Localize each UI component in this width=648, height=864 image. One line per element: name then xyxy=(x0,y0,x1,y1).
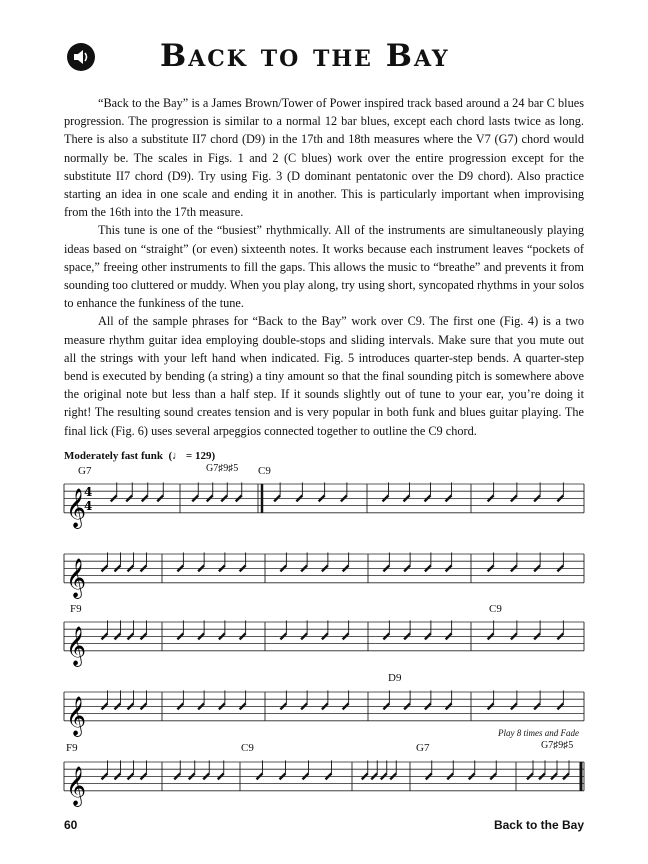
time-signature-denominator: 4 xyxy=(84,499,93,513)
chord-symbol: G7 xyxy=(78,465,92,477)
chord-symbol: G7♯9♯5 xyxy=(541,740,574,751)
time-signature-numerator: 4 xyxy=(84,485,93,499)
chord-symbol: F9 xyxy=(66,742,78,754)
chord-symbol: C9 xyxy=(258,465,271,477)
page-title: Back to the Bay xyxy=(160,38,450,74)
tempo-marking: Moderately fast funk (♩ = 129) xyxy=(64,450,216,462)
paragraph: All of the sample phrases for “Back to the Bay” work over C9. The first one (Fig. 4) is a two measure rhythm guitar idea employing double-stops and sliding intervals. Make sure that you mute out all the strings with your left hand when indicated. Fig. 5 introduces quarter-step bends. A quarter-step bend is executed by bending (a string) a tiny amount so that the final sounding pitch is somewhere above the original note but less than a half step. If it sounds slightly out of tune to your ear, you’re doing it right! The resulting sound creates tension and is very popular in both funk and blues guitar playing. The final lick (Fig. 6) uses several arpeggios connected together to outline the C9 chord. xyxy=(64,314,584,438)
running-title: Back to the Bay xyxy=(493,818,584,832)
quarter-note-icon: ♩ xyxy=(172,450,184,462)
chord-symbol: D9 xyxy=(388,672,402,684)
treble-clef-icon: 𝄞 xyxy=(66,625,87,666)
paragraph: This tune is one of the “busiest” rhythmically. All of the instruments are simultaneously playing ideas based on “straight” (or even) sixteenth notes. It works because each instrument leaves “pockets of space,” freeing other instruments to fill the gaps. This allows the music to “breathe” and prevents it from sounding too cluttered or muddy. When you play along, try using short, syncopated rhythms in your solos to enhance the funkiness of the tune. xyxy=(64,223,584,311)
treble-clef-icon: 𝄞 xyxy=(66,765,87,806)
tempo-text: Moderately fast funk xyxy=(64,450,163,462)
page-number: 60 xyxy=(64,818,78,832)
tempo-value: = 129) xyxy=(185,450,216,462)
chord-symbol: C9 xyxy=(241,742,254,754)
chord-symbol: G7 xyxy=(416,742,430,754)
treble-clef-icon: 𝄞 xyxy=(66,695,87,736)
paragraph: “Back to the Bay” is a James Brown/Tower of Power inspired track based around a 24 bar C blues progression. The progression is similar to a normal 12 bar blues, except each chord lasts twice as long. There is also a substitute II7 chord (D9) in the 17th and 18th measures where the V7 (G7) chord would normally be. The scales in Figs. 1 and 2 (C blues) work over the entire progression except for the substitute II7 chord (D9). Try using Fig. 3 (D dominant pentatonic over the D9 chord). Also practice starting an idea in one scale and ending it in another. This is particularly important when improvising from the 16th into the 17th measure. xyxy=(64,96,584,220)
treble-clef-icon: 𝄞 xyxy=(66,487,87,528)
chord-symbol: F9 xyxy=(70,603,82,615)
chord-symbol: G7♯9♯5 xyxy=(206,463,239,474)
treble-clef-icon: 𝄞 xyxy=(66,557,87,598)
chord-symbol: C9 xyxy=(489,603,502,615)
fade-instruction: Play 8 times and Fade xyxy=(498,728,579,738)
